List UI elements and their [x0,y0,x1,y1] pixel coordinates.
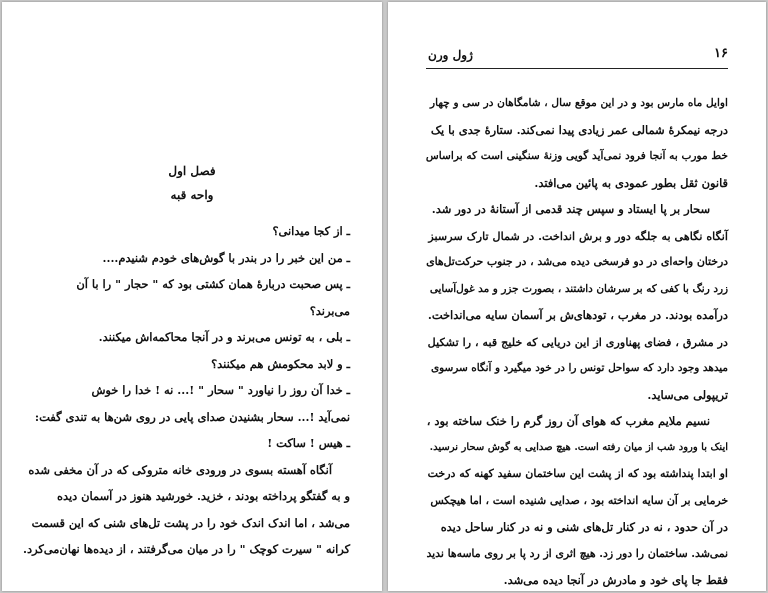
text-line: آنگاه آهسته بسوی در ورودی خانه متروکی که در آن مخفی شده [28,462,332,477]
text-line: ـ هیس ! ساکت ! [267,436,350,450]
text-line: فقط جا پای خود و مادرش در آنجا دیده می‌شد. [503,573,728,587]
text-line: درختان واحه‌ای در دو فرسخی دیده می‌شد ، در جنوب حرکت‌تل‌های [426,255,728,268]
text-line: می‌برند؟ [309,303,350,318]
running-title: ژول ورن [428,48,473,62]
text-line: میدهد وجود دارد که سواحل تونس را در خود میگیرد و آنگاه سرسوی [431,362,728,374]
text-line: ـ بلی ، به تونس می‌برند و در آنجا محاکمه‌اش میکنند. [98,330,350,344]
text-line: خط مورب به آنجا فرود نمی‌آید گویی وزنهٔ سنگینی است که براساس [425,150,728,162]
text-line: درآمده بودند. در مغرب ، تودهای‌ش بر آسمان سایه می‌انداخت. [427,308,728,322]
text-line: او ابتدا پنداشته بود که از پشت این ساختمان سفید کهنه که درخت [427,467,728,480]
right-page-body [426,90,728,591]
text-line: سحار بر پا ایستاد و سپس چند قدمی از آستانهٔ در دور شد. [431,202,710,216]
page-header [426,46,728,69]
text-line: ـ پس صحبت دربارهٔ همان کشتی بود که " حجار " را با آن [76,277,350,291]
text-line: زرد رنگ با کفی که بر سرشان داشتند ، بصورت جزر و مد غول‌آسایی [429,282,728,295]
page-number: ۱۶ [714,46,728,61]
text-line: ـ خدا آن روز را نیاورد " سحار " !... نه ! خدا را خوش [91,383,350,397]
text-line: اینک با ورود شب از میان رفته است. هیچ صدایی به گوش سحار نرسید. [429,441,728,453]
text-line: درجه نیمکرهٔ شمالی عمر زیادی پیدا نمی‌کند. ستارهٔ جدی با یک [430,122,728,137]
text-line: می‌شد ، اما اندک اندک خود را در پشت تل‌های شنی که این قسمت [31,515,350,530]
chapter-title: فصل اول [168,164,216,178]
text-line: ـ من این خبر را در بندر با گوش‌های خودم شنیدم.... [102,250,350,265]
text-line: نمی‌آید !... سحار بشنیدن صدای پایی در روی شن‌ها به تندی گفت: [34,409,350,424]
left-page [2,2,382,591]
right-page [388,2,766,591]
chapter-subtitle: واحه قبه [170,188,214,202]
text-line: اوایل ماه مارس بود و در این موقع سال ، شامگاهان در سی و چهار [429,97,728,109]
text-line: قانون ثقل بطور عمودی به پائین می‌افتد. [534,175,728,190]
text-line: آنگاه نگاهی به جلگه دور و برش انداخت. در شمال تارک سرسبز [428,228,728,243]
text-line: در مشرق ، فضای پهناوری از این دریایی که خلیج قبه ، را تشکیل [427,334,728,349]
text-line: تریپولی می‌ساید. [647,387,728,402]
text-line: کرانه " سیرت کوچک " را در میان می‌گرفتند ، از دیده‌ها نهان‌می‌کرد. [23,542,350,556]
text-line: نمی‌شد. ساختمان را دور زد. هیچ اثری از رد پا بر روی ماسه‌ها ندید [426,546,728,560]
text-line: نسیم ملایم مغرب که هوای آن روز گرم را خنک ساخته بود ، [426,414,710,428]
text-line: و به گفتگو پرداخته بودند ، خزید. خورشید هنوز در آسمان دیده [57,489,350,503]
text-line: ـ و لابد محکومش هم میکنند؟ [211,356,350,371]
text-line: خرمایی بر آن سایه انداخته بود ، صدایی شنیده است ، اما هیچکس [430,493,728,507]
text-line: ـ از کجا میدانی؟ [272,224,350,238]
text-line: در آن حدود ، نه در کنار تل‌های شنی و نه در کنار ساحل دیده [440,520,728,534]
left-page-body [22,218,350,563]
